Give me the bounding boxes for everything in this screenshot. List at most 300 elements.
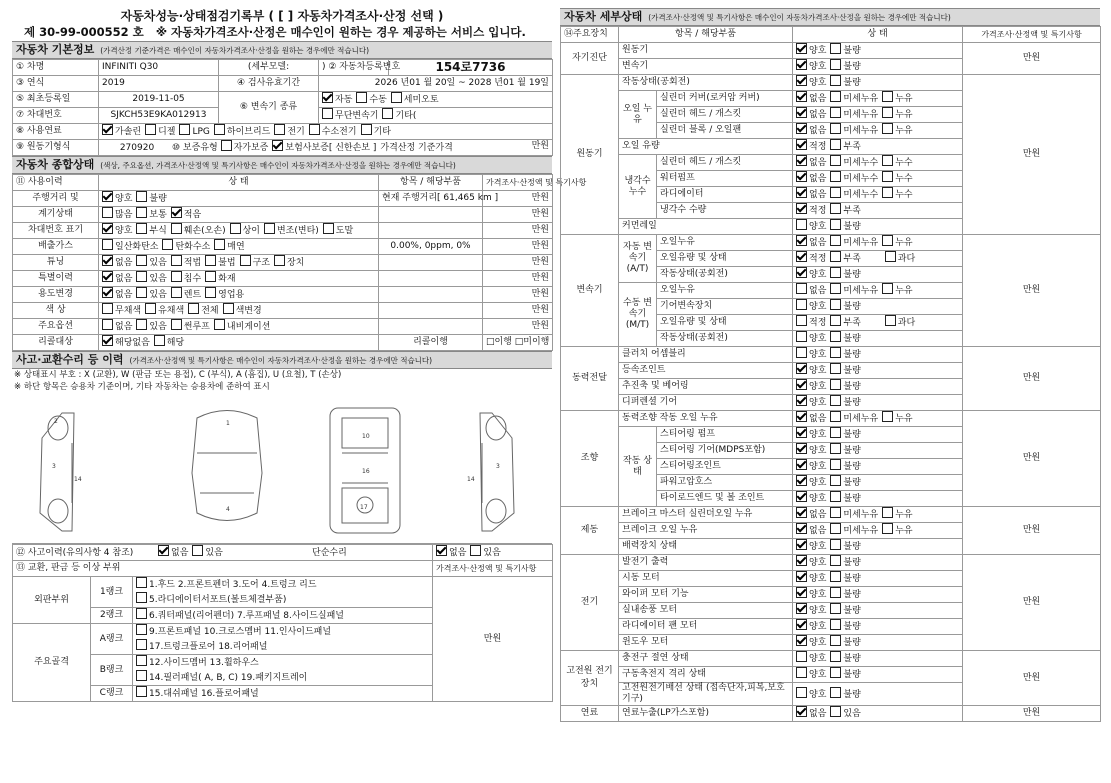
detail-option-checkbox[interactable]: [830, 619, 841, 630]
detail-option-label: 불량: [843, 494, 861, 504]
overall-option-checkbox[interactable]: [136, 223, 147, 234]
detail-option-label: 불량: [843, 478, 861, 488]
detail-option-checkbox[interactable]: [796, 651, 807, 662]
detail-option-checkbox[interactable]: [830, 587, 841, 598]
detail-option-checkbox[interactable]: [830, 555, 841, 566]
car-diagram-area: [12, 393, 552, 544]
detail-option-checkbox[interactable]: [830, 299, 841, 310]
overall-option-label: 부식: [149, 226, 167, 236]
gearbox-options-1: [319, 92, 553, 108]
overall-option-checkbox[interactable]: [171, 223, 182, 234]
engine-label: ⑨ 원동기형식: [13, 140, 99, 156]
car-left-side-view: [40, 413, 74, 531]
rank-2-checkbox[interactable]: [136, 608, 147, 619]
detail-option-checkbox[interactable]: [830, 171, 841, 182]
detail-option-checkbox[interactable]: [796, 315, 807, 326]
overall-option-label: 무채색: [115, 306, 142, 316]
detail-option-checkbox[interactable]: [796, 619, 807, 630]
detail-option-checkbox[interactable]: [830, 651, 841, 662]
detail-option-checkbox[interactable]: [830, 459, 841, 470]
fuel-checkbox-3[interactable]: [214, 124, 225, 135]
detail-option-checkbox[interactable]: [796, 491, 807, 502]
detail-option-checkbox[interactable]: [830, 283, 841, 294]
detail-option-label: 양호: [809, 590, 827, 600]
detail-option-checkbox[interactable]: [830, 539, 841, 550]
overall-option-checkbox[interactable]: [136, 207, 147, 218]
overall-option-label: 영업용: [218, 290, 245, 300]
detail-option-label: 양호: [809, 302, 827, 312]
accident-none-checkbox[interactable]: [158, 545, 169, 556]
rank-2-label: 2랭크: [91, 608, 133, 624]
rank-b-parts-b: 14.필러패널( A, B, C) 19.패키지트레이: [149, 673, 308, 683]
detail-option-checkbox[interactable]: [882, 107, 893, 118]
fuel-checkbox-1[interactable]: [145, 124, 156, 135]
detail-option-label: 양호: [809, 446, 827, 456]
overall-option-label: 훼손(오손): [183, 226, 226, 236]
overall-option-label: 도말: [335, 226, 354, 236]
detail-state-options: [793, 315, 963, 331]
warranty-insurance-checkbox[interactable]: [272, 140, 283, 151]
detail-price-value: 만원: [963, 507, 1101, 555]
detail-option-checkbox[interactable]: [796, 203, 807, 214]
detail-option-checkbox[interactable]: [830, 107, 841, 118]
detail-option-checkbox[interactable]: [830, 123, 841, 134]
detail-option-checkbox[interactable]: [882, 123, 893, 134]
parts-price-head: 가격조사·산정액 및 특기사항: [433, 561, 553, 577]
detail-option-label: 미세누수: [843, 174, 879, 184]
detail-option-checkbox[interactable]: [796, 299, 807, 310]
overall-option-checkbox[interactable]: [136, 287, 147, 298]
rank-c-checkbox[interactable]: [136, 686, 147, 697]
overall-option-checkbox[interactable]: [102, 191, 113, 202]
detail-state-options: [793, 475, 963, 491]
detail-option-checkbox[interactable]: [796, 523, 807, 534]
detail-option-checkbox[interactable]: [882, 155, 893, 166]
detail-item-label: 등속조인트: [619, 363, 793, 379]
detail-item-label: 실린더 블록 / 오일팬: [657, 123, 793, 139]
detail-option-label: 불량: [843, 574, 861, 584]
overall-option-checkbox[interactable]: [136, 255, 147, 266]
svg-text:16: 16: [362, 468, 370, 475]
detail-option-label: 누수: [895, 158, 913, 168]
detail-option-label: 양호: [809, 270, 827, 280]
overall-option-checkbox[interactable]: [274, 255, 285, 266]
detail-option-checkbox[interactable]: [882, 235, 893, 246]
detail-system-label: 동력전달: [561, 347, 619, 411]
overall-head-usage: ⑪ 사용이력: [13, 175, 99, 191]
detail-option-checkbox[interactable]: [796, 331, 807, 342]
detail-option-label: 미세누유: [843, 126, 879, 136]
detail-option-checkbox[interactable]: [882, 411, 893, 422]
detail-option-checkbox[interactable]: [796, 411, 807, 422]
detail-option-checkbox[interactable]: [830, 491, 841, 502]
detail-option-checkbox[interactable]: [830, 75, 841, 86]
fuel-checkbox-5[interactable]: [309, 124, 320, 135]
rank-1-parts-a: 1.후드 2.프론트펜더 3.도어 4.트렁크 리드: [149, 580, 317, 590]
detail-option-label: 양호: [809, 382, 827, 392]
gear-other-checkbox[interactable]: [382, 108, 393, 119]
detail-option-label: 양호: [809, 62, 827, 72]
overall-row: [13, 255, 553, 271]
detail-option-checkbox[interactable]: [796, 347, 807, 358]
detail-option-checkbox[interactable]: [882, 507, 893, 518]
rank-b-parts: [133, 655, 433, 686]
detail-option-checkbox[interactable]: [830, 379, 841, 390]
overall-option-checkbox[interactable]: [171, 287, 182, 298]
detail-option-label: 양호: [809, 670, 827, 680]
detail-option-checkbox[interactable]: [796, 687, 807, 698]
detail-option-checkbox[interactable]: [796, 251, 807, 262]
detail-option-label: 양호: [809, 366, 827, 376]
detail-option-checkbox[interactable]: [830, 139, 841, 150]
detail-state-options: [793, 331, 963, 347]
detail-option-label: 불량: [843, 670, 861, 680]
accident-title: 사고·교환수리 등 이력: [16, 353, 124, 366]
rank-a-parts-a: 9.프론트패널 10.크로스멤버 11.인사이드패널: [149, 627, 332, 637]
detail-option-label: 없음: [809, 238, 827, 248]
detail-option-checkbox[interactable]: [830, 507, 841, 518]
detail-option-checkbox[interactable]: [796, 539, 807, 550]
detail-option-checkbox[interactable]: [830, 443, 841, 454]
overall-option-checkbox[interactable]: [188, 303, 199, 314]
detail-option-checkbox[interactable]: [796, 667, 807, 678]
overall-row-price: □이행 □미이행: [483, 335, 553, 351]
overall-option-checkbox[interactable]: [136, 319, 147, 330]
detail-item-label: 실린더 헤드 / 개스킷: [657, 107, 793, 123]
overall-option-checkbox[interactable]: [102, 239, 113, 250]
detail-state-options: [793, 379, 963, 395]
overall-option-label: 있음: [149, 274, 167, 284]
detail-option-label: 양호: [809, 654, 827, 664]
overall-option-checkbox[interactable]: [205, 255, 216, 266]
detail-option-label: 누유: [895, 286, 913, 296]
gear-auto-label: 자동: [335, 95, 353, 105]
rank-a-label: A랭크: [91, 624, 133, 655]
detail-state-options: [793, 619, 963, 635]
detail-option-checkbox[interactable]: [796, 555, 807, 566]
detail-item-label: 윈도우 모터: [619, 635, 793, 651]
simple-repair-label: 단순수리: [312, 548, 347, 558]
detail-option-checkbox[interactable]: [830, 706, 841, 717]
fuel-options: [99, 124, 553, 140]
detail-option-checkbox[interactable]: [882, 171, 893, 182]
fuel-checkbox-4[interactable]: [274, 124, 285, 135]
detail-option-checkbox[interactable]: [796, 91, 807, 102]
detail-option-label: 불량: [843, 366, 861, 376]
overall-option-checkbox[interactable]: [102, 255, 113, 266]
fuel-checkbox-2[interactable]: [179, 124, 190, 135]
overall-option-checkbox[interactable]: [323, 223, 334, 234]
detail-item-label: 동력조향 작동 오일 누유: [619, 411, 793, 427]
repair-exists-checkbox[interactable]: [470, 545, 481, 556]
detail-option-checkbox[interactable]: [830, 603, 841, 614]
detail-option-checkbox[interactable]: [796, 507, 807, 518]
warranty-self-checkbox[interactable]: [221, 140, 232, 151]
detail-option-checkbox[interactable]: [796, 283, 807, 294]
gear-auto-checkbox[interactable]: [322, 92, 333, 103]
detail-option-checkbox[interactable]: [796, 123, 807, 134]
detail-table: [560, 26, 1101, 722]
overall-row-options: [99, 239, 379, 255]
overall-option-checkbox[interactable]: [171, 255, 182, 266]
fuel-checkbox-6[interactable]: [361, 124, 372, 135]
detail-option-label: 불량: [843, 302, 861, 312]
detail-option-label: 양호: [809, 350, 827, 360]
detail-option-checkbox[interactable]: [882, 523, 893, 534]
overall-option-label: 없음: [115, 322, 133, 332]
detail-system-label: 전기: [561, 555, 619, 651]
overall-option-checkbox[interactable]: [154, 335, 165, 346]
detail-item-label: 클러치 어셈블리: [619, 347, 793, 363]
rank-b-checkbox[interactable]: [136, 655, 147, 666]
detail-system-label: 고전원 전기장치: [561, 651, 619, 706]
detail-item-label: 실린더 커버(로커암 커버): [657, 91, 793, 107]
detail-option-checkbox[interactable]: [796, 571, 807, 582]
overall-option-checkbox[interactable]: [214, 319, 225, 330]
overall-option-label: 구조: [252, 258, 270, 268]
basic-info-subtitle: (가격산정 기준가격은 매수인이 자동차가격조사·산정을 원하는 경우에만 적습니다): [100, 46, 370, 55]
detail-option-checkbox[interactable]: [796, 43, 807, 54]
detail-option-checkbox[interactable]: [882, 283, 893, 294]
overall-option-checkbox[interactable]: [214, 239, 225, 250]
overall-option-checkbox[interactable]: [171, 271, 182, 282]
overall-option-checkbox[interactable]: [171, 207, 182, 218]
detail-option-label: 양호: [809, 558, 827, 568]
detail-option-checkbox[interactable]: [830, 411, 841, 422]
overall-option-checkbox[interactable]: [102, 287, 113, 298]
fuel-label: ⑧ 사용연료: [13, 124, 99, 140]
svg-text:1: 1: [226, 420, 230, 427]
detail-option-checkbox[interactable]: [830, 571, 841, 582]
overall-row-price: 만원: [483, 255, 553, 271]
detail-option-label: 양호: [809, 574, 827, 584]
detail-option-checkbox[interactable]: [830, 315, 841, 326]
detail-subtitle: (가격조사·산정액 및 특기사항은 매수인이 자동차가격조사·산정을 원하는 경우에만 적습니다): [648, 13, 951, 22]
detail-option-checkbox[interactable]: [885, 315, 896, 326]
detail-option-label: 불량: [843, 590, 861, 600]
detail-option-checkbox[interactable]: [796, 363, 807, 374]
detail-option-checkbox[interactable]: [796, 107, 807, 118]
detail-option-checkbox[interactable]: [796, 75, 807, 86]
detail-option-checkbox[interactable]: [882, 187, 893, 198]
overall-row: [13, 335, 553, 351]
detail-row: [561, 555, 1101, 571]
overall-row-label: 차대번호 표기: [13, 223, 99, 239]
detail-state-options: [793, 155, 963, 171]
overall-option-checkbox[interactable]: [264, 223, 275, 234]
overall-option-checkbox[interactable]: [230, 223, 241, 234]
overall-row-price: 만원: [483, 191, 553, 207]
repair-none-label: 없음: [449, 548, 467, 558]
rank-c-parts-a: 15.대쉬패널 16.플로어패널: [149, 689, 259, 699]
overall-row: [13, 271, 553, 287]
overall-option-checkbox[interactable]: [102, 319, 113, 330]
overall-subtitle: (색상, 주요옵션, 가격조사·산정액 및 특기사항은 매수인이 자동차가격조사·산정을 원하는 경우에만 적습니다): [100, 161, 456, 170]
detail-option-checkbox[interactable]: [830, 43, 841, 54]
detail-option-label: 불량: [843, 462, 861, 472]
detail-option-label: 부족: [843, 254, 861, 264]
detail-option-checkbox[interactable]: [830, 635, 841, 646]
overall-option-checkbox[interactable]: [102, 271, 113, 282]
overall-option-checkbox[interactable]: [205, 287, 216, 298]
detail-option-checkbox[interactable]: [796, 139, 807, 150]
detail-state-options: [793, 587, 963, 603]
overall-option-checkbox[interactable]: [205, 271, 216, 282]
detail-option-label: 불량: [843, 398, 861, 408]
detail-option-checkbox[interactable]: [796, 155, 807, 166]
detail-option-checkbox[interactable]: [830, 523, 841, 534]
detail-state-options: [793, 635, 963, 651]
detail-option-checkbox[interactable]: [796, 171, 807, 182]
detail-option-label: 부족: [843, 206, 861, 216]
right-column: [560, 8, 1100, 722]
detail-option-checkbox[interactable]: [796, 587, 807, 598]
overall-row-price: 만원: [483, 239, 553, 255]
detail-option-checkbox[interactable]: [830, 235, 841, 246]
detail-option-checkbox[interactable]: [796, 443, 807, 454]
detail-option-checkbox[interactable]: [796, 59, 807, 70]
overall-option-label: 불법: [218, 258, 236, 268]
overall-option-label: 탄화수소: [175, 242, 211, 252]
detail-option-checkbox[interactable]: [830, 687, 841, 698]
gear-manual-checkbox[interactable]: [356, 92, 367, 103]
detail-option-checkbox[interactable]: [830, 219, 841, 230]
detail-option-checkbox[interactable]: [885, 251, 896, 262]
detail-option-checkbox[interactable]: [796, 187, 807, 198]
detail-item-label: 라디에이터: [657, 187, 793, 203]
overall-row-label: 주행거리 및: [13, 191, 99, 207]
detail-row: [561, 235, 1101, 251]
overall-option-checkbox[interactable]: [102, 223, 113, 234]
accident-exists-label: 있음: [205, 548, 223, 558]
detail-option-checkbox[interactable]: [796, 475, 807, 486]
detail-option-label: 미세누유: [843, 94, 879, 104]
detail-item-label: 오일누유: [657, 235, 793, 251]
detail-option-checkbox[interactable]: [830, 59, 841, 70]
overall-option-checkbox[interactable]: [102, 207, 113, 218]
overall-option-label: 색변경: [235, 306, 262, 316]
gear-semi-checkbox[interactable]: [391, 92, 402, 103]
detail-option-checkbox[interactable]: [796, 395, 807, 406]
overall-row-options: [99, 303, 379, 319]
detail-subgroup-label: 수동 변속기 (M/T): [619, 283, 657, 347]
detail-option-checkbox[interactable]: [830, 187, 841, 198]
overall-option-checkbox[interactable]: [102, 335, 113, 346]
validity-label: ④ 검사유효기간: [219, 76, 319, 92]
detail-price-value: 만원: [963, 651, 1101, 706]
car-name-value: INFINITI Q30: [99, 60, 219, 76]
overall-option-checkbox[interactable]: [223, 303, 234, 314]
overall-row-label: 리콜대상: [13, 335, 99, 351]
detail-option-checkbox[interactable]: [830, 395, 841, 406]
detail-option-checkbox[interactable]: [796, 235, 807, 246]
repair-none-checkbox[interactable]: [436, 545, 447, 556]
overall-option-checkbox[interactable]: [162, 239, 173, 250]
warranty-insurance-label: 보험사보증[ 신한손보 ]: [285, 143, 377, 153]
detail-option-label: 과다: [897, 318, 916, 328]
detail-option-checkbox[interactable]: [830, 331, 841, 342]
rank-a-checkbox[interactable]: [136, 624, 147, 635]
detail-option-label: 미세누유: [843, 238, 879, 248]
detail-option-label: 부족: [843, 142, 861, 152]
overall-option-checkbox[interactable]: [240, 255, 251, 266]
accident-exists-checkbox[interactable]: [192, 545, 203, 556]
detail-option-checkbox[interactable]: [830, 91, 841, 102]
detail-option-checkbox[interactable]: [796, 635, 807, 646]
rank-1b-checkbox[interactable]: [136, 592, 147, 603]
detail-state-options: [793, 491, 963, 507]
detail-option-checkbox[interactable]: [830, 203, 841, 214]
rank-b2-checkbox[interactable]: [136, 670, 147, 681]
overall-option-checkbox[interactable]: [136, 191, 147, 202]
fuel-option-label: 전기: [287, 127, 305, 137]
overall-option-checkbox[interactable]: [102, 303, 113, 314]
detail-row: [561, 507, 1101, 523]
detail-option-checkbox[interactable]: [830, 427, 841, 438]
detail-state-options: [793, 43, 963, 59]
detail-item-label: 오일유량 및 상태: [657, 315, 793, 331]
rank-a2-checkbox[interactable]: [136, 639, 147, 650]
detail-option-checkbox[interactable]: [830, 667, 841, 678]
parts-price-value: 만원: [433, 577, 553, 702]
detail-system-label: 조향: [561, 411, 619, 507]
registration-number: 154로7736: [389, 60, 553, 76]
detail-option-label: 양호: [809, 638, 827, 648]
overall-option-checkbox[interactable]: [171, 319, 182, 330]
detail-option-checkbox[interactable]: [796, 219, 807, 230]
detail-system-label: 원동기: [561, 75, 619, 235]
detail-subgroup-label: 자동 변속기 (A/T): [619, 235, 657, 283]
detail-option-label: 양호: [809, 689, 827, 700]
detail-option-checkbox[interactable]: [830, 363, 841, 374]
detail-option-checkbox[interactable]: [796, 267, 807, 278]
detail-option-checkbox[interactable]: [830, 155, 841, 166]
detail-state-options: [793, 267, 963, 283]
overall-option-label: 없음: [115, 258, 133, 268]
overall-option-label: 양호: [115, 226, 133, 236]
detail-option-checkbox[interactable]: [796, 459, 807, 470]
overall-option-checkbox[interactable]: [145, 303, 156, 314]
overall-row-item: [379, 223, 483, 239]
detail-option-label: 누유: [895, 238, 913, 248]
detail-option-checkbox[interactable]: [830, 267, 841, 278]
first-reg-value: 2019-11-05: [99, 92, 219, 108]
overall-option-checkbox[interactable]: [136, 271, 147, 282]
detail-option-checkbox[interactable]: [796, 379, 807, 390]
detail-option-checkbox[interactable]: [796, 706, 807, 717]
detail-option-checkbox[interactable]: [830, 475, 841, 486]
detail-option-label: 불량: [843, 334, 861, 344]
overall-row-options: [99, 287, 379, 303]
detail-item-label: 기어변속장치: [657, 299, 793, 315]
gear-cvt-checkbox[interactable]: [322, 108, 333, 119]
detail-option-checkbox[interactable]: [830, 347, 841, 358]
detail-option-checkbox[interactable]: [796, 427, 807, 438]
detail-option-checkbox[interactable]: [830, 251, 841, 262]
detail-option-label: 누유: [895, 126, 913, 136]
detail-option-checkbox[interactable]: [796, 603, 807, 614]
overall-row-label: 튜닝: [13, 255, 99, 271]
detail-system-label: 변속기: [561, 235, 619, 347]
rank-1-checkbox[interactable]: [136, 577, 147, 588]
overall-row-options: [99, 255, 379, 271]
detail-option-label: 누수: [895, 190, 913, 200]
rank-c-parts: [133, 686, 433, 702]
detail-option-checkbox[interactable]: [882, 91, 893, 102]
fuel-checkbox-0[interactable]: [102, 124, 113, 135]
overall-option-label: 장치: [286, 258, 305, 268]
detail-option-label: 적정: [809, 142, 827, 152]
